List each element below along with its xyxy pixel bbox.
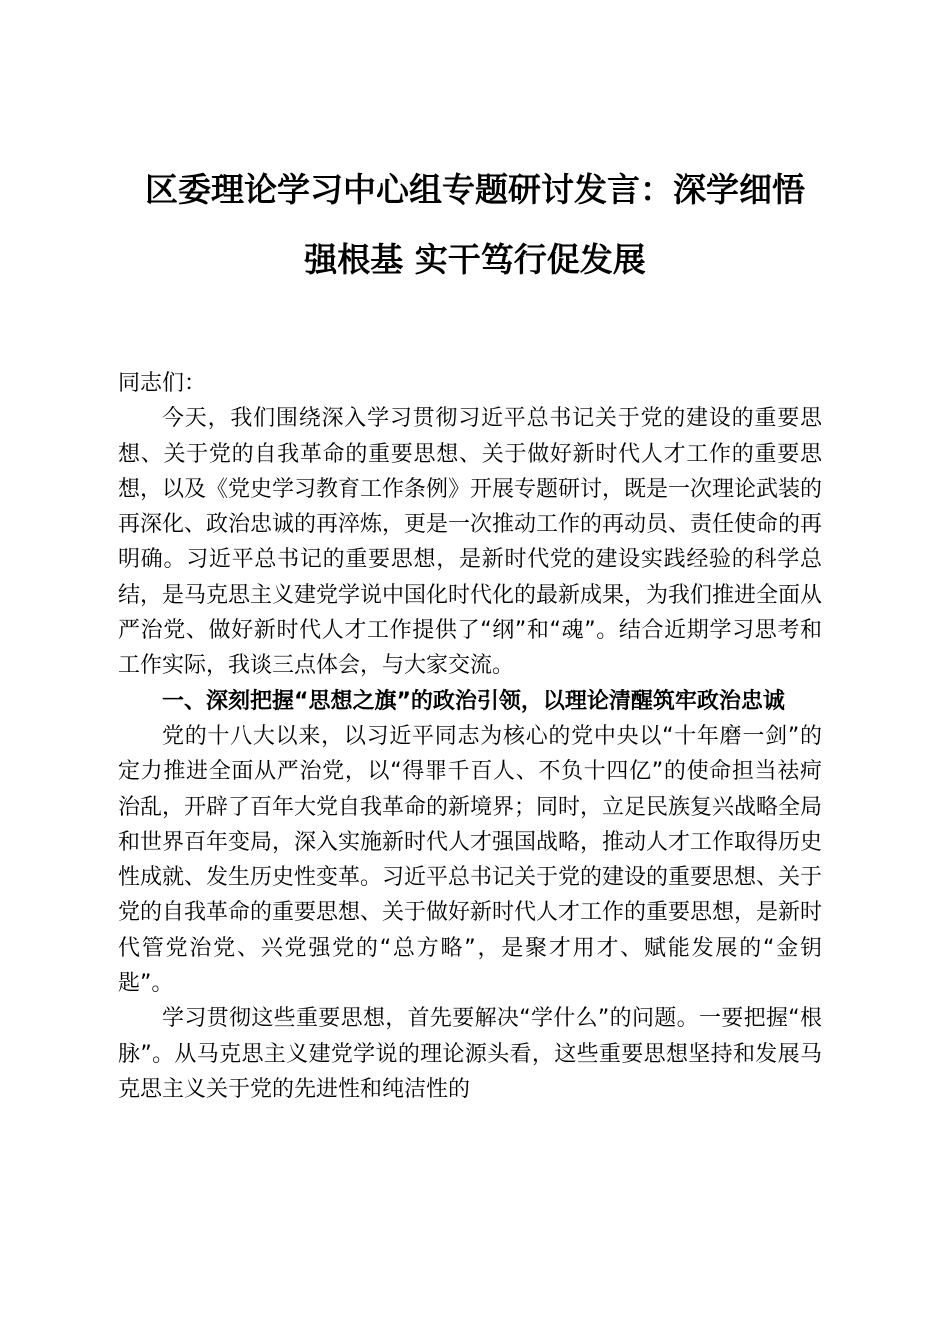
paragraph-section-1: 党的十八大以来，以习近平同志为核心的党中央以“十年磨一剑”的定力推进全面从严治党，以“得罪千百人、不负十四亿”的使命担当祛疴治乱，开辟了百年大党自我革命的新境界；同时，立足民族复兴战略全局和世界百年变局，深入实施新时代人才强国战略，推动人才工作取得历史性成就、发生历史性变革。习近平总书记关于党的建设的重要思想、关于党的自我革命的重要思想、关于做好新时代人才工作的重要思想，是新时代管党治党、兴党强党的“总方略”，是聚才用才、赋能发展的“金钥匙”。	[118, 723, 823, 997]
section-heading-1: 一、深刻把握“思想之旗”的政治引领，以理论清醒筑牢政治忠诚	[162, 688, 785, 714]
document-title-line-2: 强根基 实干笃行促发展	[304, 240, 646, 279]
salutation: 同志们：	[118, 371, 207, 396]
document-body	[118, 366, 822, 1107]
document-title-line-1: 区委理论学习中心组专题研讨发言：深学细悟	[145, 170, 805, 209]
paragraph-intro: 今天，我们围绕深入学习贯彻习近平总书记关于党的建设的重要思想、关于党的自我革命的重要思想、关于做好新时代人才工作的重要思想，以及《党史学习教育工作条例》开展专题研讨，既是一次理论武装的再深化、政治忠诚的再淬炼，更是一次推动工作的再动员、责任使命的再明确。习近平总书记的重要思想，是新时代党的建设实践经验的科学总结，是马克思主义建党学说中国化时代化的最新成果，为我们推进全面从严治党、做好新时代人才工作提供了“纲”和“魂”。结合近期学习思考和工作实际，我谈三点体会，与大家交流。	[118, 406, 823, 679]
paragraph-what-to-learn: 学习贯彻这些重要思想，首先要解决“学什么”的问题。一要把握“根脉”。从马克思主义建党学说的理论源头看，这些重要思想坚持和发展马克思主义关于党的先进性和纯洁性的	[118, 1006, 822, 1102]
